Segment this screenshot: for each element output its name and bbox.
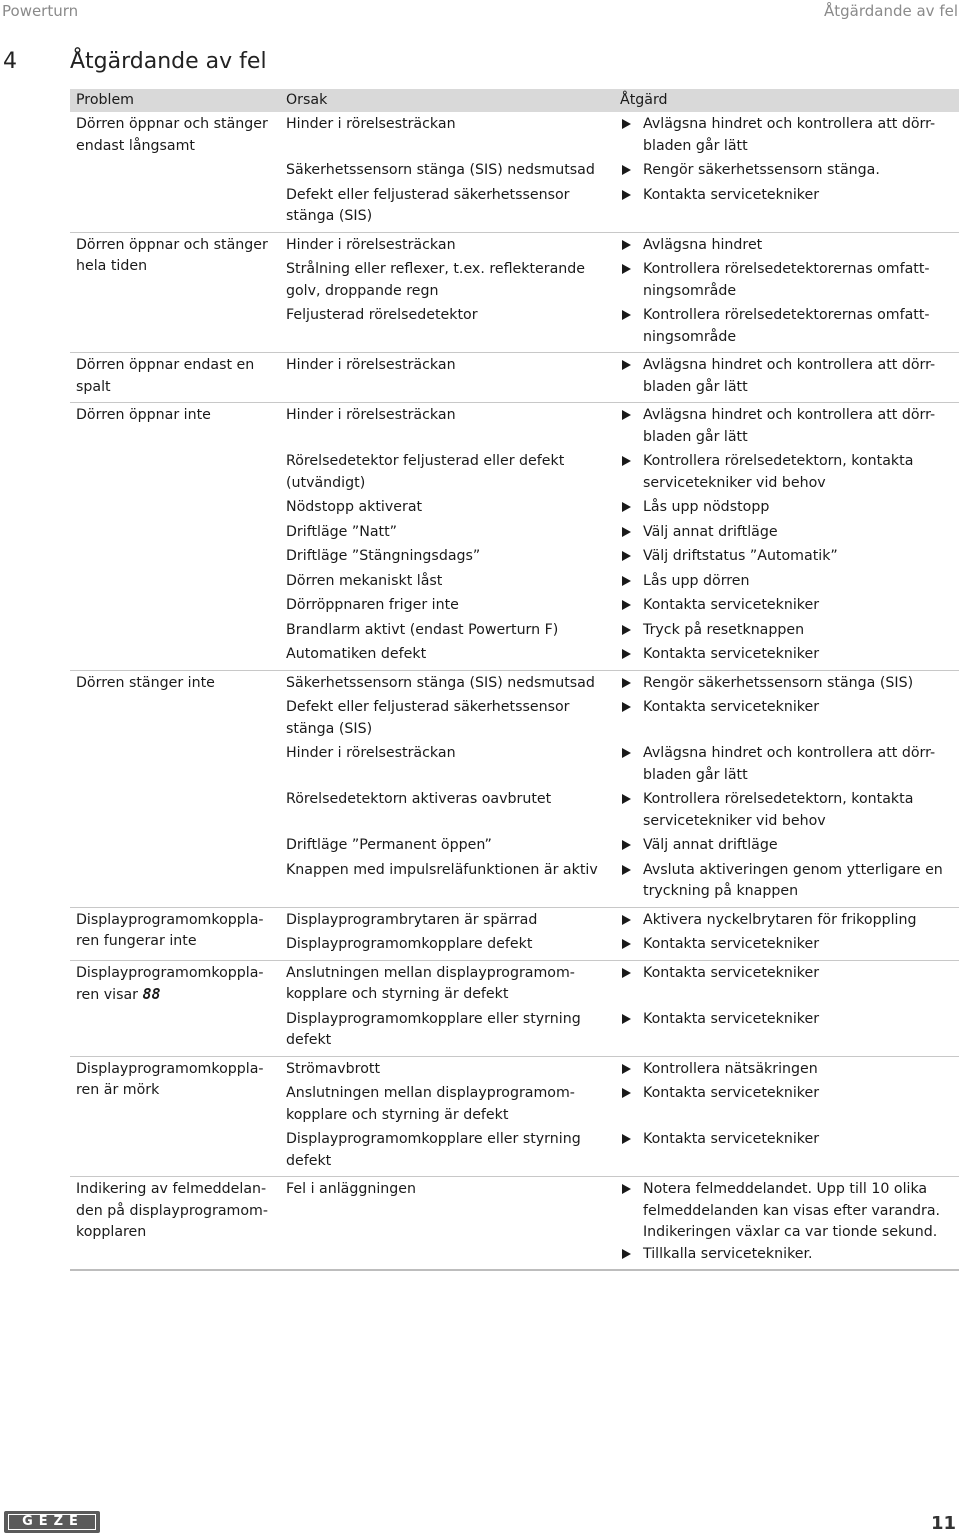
action-cell: [620, 697, 959, 740]
table-row: [286, 1083, 959, 1129]
bullet-arrow-icon: [620, 235, 643, 257]
table-row: [286, 860, 959, 906]
action-cell: [620, 835, 959, 857]
table-row: [286, 595, 959, 620]
page-header: [0, 0, 960, 24]
action-item: [620, 1009, 959, 1031]
action-text: Välj annat driftläge: [643, 523, 778, 540]
action-item: [620, 910, 959, 932]
cause-cell: Säkerhetssensorn stänga (SIS) nedsmutsad: [286, 162, 595, 178]
table-row: [286, 497, 959, 522]
action-text: Rengör säkerhetssensorn stänga.: [643, 162, 880, 178]
table-row: [286, 355, 959, 401]
bullet-arrow-icon: [620, 451, 643, 494]
problem-cell: [70, 235, 286, 352]
action-item: [620, 114, 959, 157]
bullet-arrow-icon: [620, 620, 643, 642]
action-text: Avlägsna hindret: [643, 236, 763, 253]
action-cell: [620, 789, 959, 832]
action-text: Kontrollera rörelsedetektorn, kontakta servicetekniker vid behov: [643, 791, 914, 829]
action-cell: [620, 743, 959, 786]
cause-cell: Rörelsedetektor feljusterad eller defekt (utvändigt): [286, 453, 565, 491]
table-row: [286, 620, 959, 645]
bullet-arrow-icon: [620, 697, 643, 719]
action-text: Kontrollera rörelsedetektorernas omfatt-ningsområde: [643, 307, 930, 345]
action-cell: [620, 185, 959, 228]
table-row: [286, 160, 959, 185]
action-text: Tryck på resetknappen: [643, 621, 805, 638]
action-item: [620, 697, 959, 719]
action-text: Notera felmeddelandet. Upp till 10 olika felmeddelanden kan visas efter varandra. Indikeringen växlar ca var tionde sekund.: [643, 1181, 941, 1240]
table-row: [286, 1009, 959, 1055]
table-row: [286, 963, 959, 1009]
action-cell: [620, 934, 959, 956]
section-number: 4: [3, 49, 17, 74]
action-item: [620, 451, 959, 494]
cause-cell: Hinder i rörelsesträckan: [286, 745, 456, 761]
header-cause: Orsak: [286, 92, 328, 108]
bullet-arrow-icon: [620, 1179, 643, 1244]
bullet-arrow-icon: [620, 305, 643, 348]
problem-text: Displayprogramomkoppla-ren visar: [76, 964, 264, 1003]
cause-cell: Anslutningen mellan displayprogramom-kopplare och styrning är defekt: [286, 964, 575, 1002]
action-item: [620, 1083, 959, 1105]
action-text: Kontrollera nätsäkringen: [643, 1060, 818, 1077]
action-text: Aktivera nyckelbrytaren för frikoppling: [643, 911, 917, 928]
action-cell: [620, 497, 959, 519]
action-cell: [620, 595, 959, 617]
table-row: [286, 259, 959, 305]
problem-group: [70, 233, 959, 354]
bullet-arrow-icon: [620, 963, 643, 985]
cause-cell: Displayprogramomkopplare defekt: [286, 936, 533, 952]
cause-cell: Driftläge ”Natt”: [286, 523, 398, 540]
action-item: [620, 522, 959, 544]
action-item: [620, 305, 959, 348]
action-item: [620, 571, 959, 593]
cause-cell: Hinder i rörelsesträckan: [286, 407, 456, 423]
bullet-arrow-icon: [620, 355, 643, 398]
cause-cell: Strömavbrott: [286, 1060, 381, 1077]
action-cell: [620, 405, 959, 448]
action-cell: [620, 522, 959, 544]
action-cell: [620, 355, 959, 398]
action-cell: [620, 571, 959, 593]
bullet-arrow-icon: [620, 1244, 643, 1266]
action-item: [620, 789, 959, 832]
bullet-arrow-icon: [620, 1129, 643, 1151]
action-cell: [620, 910, 959, 932]
problem-group: [70, 353, 959, 403]
table-row: [286, 1129, 959, 1175]
geze-logo: [4, 1511, 100, 1533]
section-title: Åtgärdande av fel: [70, 49, 267, 74]
action-item: [620, 405, 959, 448]
cause-cell: Displayprogrambrytaren är spärrad: [286, 911, 538, 928]
action-cell: [620, 963, 959, 1006]
action-cell: [620, 1059, 959, 1081]
action-cell: [620, 1083, 959, 1126]
table-row: [286, 546, 959, 571]
table-row: [286, 673, 959, 698]
table-row: [286, 571, 959, 596]
action-cell: [620, 1179, 959, 1265]
bullet-arrow-icon: [620, 405, 643, 448]
table-header: [70, 89, 959, 112]
cause-cell: Strålning eller reflexer, t.ex. reflekterande golv, droppande regn: [286, 261, 586, 299]
bullet-arrow-icon: [620, 497, 643, 519]
action-item: [620, 743, 959, 786]
cause-cell: Hinder i rörelsesträckan: [286, 116, 456, 132]
action-text: Avlägsna hindret och kontrollera att dörr-bladen går lätt: [643, 407, 936, 445]
action-item: [620, 595, 959, 617]
action-text: Kontakta servicetekniker: [643, 964, 820, 981]
action-item: [620, 355, 959, 398]
bullet-arrow-icon: [620, 114, 643, 157]
problem-group: [70, 1177, 959, 1271]
action-text: Avsluta aktiveringen genom ytterligare en tryckning på knappen: [643, 861, 943, 899]
cause-cell: Rörelsedetektorn aktiveras oavbrutet: [286, 791, 552, 807]
table-row: [286, 835, 959, 860]
table-row: [286, 185, 959, 231]
cause-cell: Driftläge ”Stängningsdags”: [286, 548, 481, 564]
table-row: [286, 1179, 959, 1268]
header-action: Åtgärd: [620, 92, 668, 108]
action-item: [620, 1129, 959, 1151]
cause-cell: Defekt eller feljusterad säkerhetssensor stänga (SIS): [286, 699, 570, 737]
segment-display-icon: 88: [142, 985, 161, 1003]
problem-cell: [70, 673, 286, 906]
problem-text: Dörren stänger inte: [76, 674, 215, 691]
action-text: Rengör säkerhetssensorn stänga (SIS): [643, 674, 914, 691]
action-text: Avlägsna hindret och kontrollera att dörr-bladen går lätt: [643, 357, 936, 395]
action-cell: [620, 305, 959, 348]
problem-text: Dörren öppnar och stänger endast långsamt: [76, 116, 268, 154]
action-item: [620, 963, 959, 985]
action-cell: [620, 259, 959, 302]
table-row: [286, 644, 959, 669]
table-row: [286, 114, 959, 160]
action-text: Kontakta servicetekniker: [643, 597, 820, 613]
problem-group: [70, 908, 959, 961]
bullet-arrow-icon: [620, 1059, 643, 1081]
problem-cell: [70, 114, 286, 231]
cause-cell: Anslutningen mellan displayprogramom-kopplare och styrning är defekt: [286, 1085, 575, 1123]
action-cell: [620, 451, 959, 494]
action-cell: [620, 620, 959, 642]
action-text: Kontrollera rörelsedetektorernas omfatt-ningsområde: [643, 261, 930, 299]
problem-group: [70, 961, 959, 1057]
cause-cell: Feljusterad rörelsedetektor: [286, 307, 478, 323]
action-cell: [620, 860, 959, 903]
action-item: [620, 835, 959, 857]
action-text: Avlägsna hindret och kontrollera att dörr-bladen går lätt: [643, 116, 936, 154]
bullet-arrow-icon: [620, 835, 643, 857]
cause-cell: Dörröppnaren friger inte: [286, 597, 459, 613]
table-row: [286, 789, 959, 835]
action-item: [620, 860, 959, 903]
cause-cell: Säkerhetssensorn stänga (SIS) nedsmutsad: [286, 674, 595, 691]
cause-cell: Hinder i rörelsesträckan: [286, 236, 456, 253]
problem-text: Indikering av felmeddelan-den på displayprogramom-kopplaren: [76, 1181, 269, 1240]
problem-cell: [70, 1179, 286, 1268]
table-row: [286, 910, 959, 935]
header-title: Powerturn: [2, 2, 79, 20]
bullet-arrow-icon: [620, 934, 643, 956]
cause-cell: Dörren mekaniskt låst: [286, 572, 443, 589]
problem-group: [70, 1057, 959, 1178]
problem-group: [70, 403, 959, 671]
action-item: [620, 934, 959, 956]
bullet-arrow-icon: [620, 522, 643, 544]
problem-group: [70, 112, 959, 233]
action-item: [620, 1244, 959, 1266]
action-item: [620, 1179, 959, 1244]
action-item: [620, 185, 959, 207]
problem-cell: [70, 910, 286, 959]
action-cell: [620, 644, 959, 666]
action-cell: [620, 1009, 959, 1052]
problem-text: Dörren öppnar endast en spalt: [76, 357, 255, 395]
bullet-arrow-icon: [620, 1083, 643, 1105]
action-text: Kontakta servicetekniker: [643, 699, 820, 715]
table-row: [286, 305, 959, 351]
problem-cell: [70, 405, 286, 669]
action-text: Kontakta servicetekniker: [643, 1131, 820, 1147]
table-row: [286, 522, 959, 547]
action-cell: [620, 114, 959, 157]
bullet-arrow-icon: [620, 673, 643, 695]
header-problem: Problem: [76, 92, 135, 108]
problem-text: Displayprogramomkoppla-ren fungerar inte: [76, 911, 264, 949]
table-body: [70, 112, 959, 1271]
cause-cell: Hinder i rörelsesträckan: [286, 357, 456, 373]
table-row: [286, 451, 959, 497]
problem-text: Dörren öppnar inte: [76, 407, 211, 423]
action-text: Lås upp dörren: [643, 572, 750, 589]
action-text: Välj driftstatus ”Automatik”: [643, 548, 838, 564]
action-text: Tillkalla servicetekniker.: [643, 1245, 813, 1262]
troubleshooting-table: [70, 89, 959, 1271]
action-text: Kontakta servicetekniker: [643, 1010, 820, 1027]
problem-text: Dörren öppnar och stänger hela tiden: [76, 236, 268, 274]
cause-cell: Displayprogramomkopplare eller styrning defekt: [286, 1010, 581, 1048]
bullet-arrow-icon: [620, 185, 643, 207]
action-cell: [620, 673, 959, 695]
cause-cell: Displayprogramomkopplare eller styrning defekt: [286, 1131, 581, 1169]
table-row: [286, 743, 959, 789]
bullet-arrow-icon: [620, 789, 643, 832]
action-item: [620, 497, 959, 519]
action-text: Avlägsna hindret och kontrollera att dörr-bladen går lätt: [643, 745, 936, 783]
action-cell: [620, 235, 959, 257]
bullet-arrow-icon: [620, 571, 643, 593]
action-item: [620, 620, 959, 642]
problem-cell: [70, 355, 286, 401]
bullet-arrow-icon: [620, 259, 643, 302]
bullet-arrow-icon: [620, 743, 643, 786]
bullet-arrow-icon: [620, 595, 643, 617]
action-item: [620, 546, 959, 568]
action-item: [620, 644, 959, 666]
action-cell: [620, 546, 959, 568]
cause-cell: Defekt eller feljusterad säkerhetssensor stänga (SIS): [286, 186, 570, 224]
table-row: [286, 405, 959, 451]
cause-cell: Driftläge ”Permanent öppen”: [286, 837, 492, 853]
action-item: [620, 160, 959, 182]
cause-cell: Fel i anläggningen: [286, 1181, 417, 1197]
problem-cell: [70, 963, 286, 1055]
logo-text: GEZE: [22, 1514, 84, 1529]
bullet-arrow-icon: [620, 860, 643, 903]
action-text: Kontakta servicetekniker: [643, 186, 820, 203]
bullet-arrow-icon: [620, 160, 643, 182]
table-row: [286, 697, 959, 743]
header-section: Åtgärdande av fel: [823, 2, 958, 20]
action-item: [620, 1059, 959, 1081]
cause-cell: Brandlarm aktivt (endast Powerturn F): [286, 621, 559, 638]
cause-cell: Automatiken defekt: [286, 646, 427, 662]
cause-cell: Knappen med impulsreläfunktionen är aktiv: [286, 861, 598, 878]
action-cell: [620, 160, 959, 182]
table-row: [286, 934, 959, 959]
action-text: Kontakta servicetekniker: [643, 1085, 820, 1101]
problem-cell: [70, 1059, 286, 1176]
problem-text: Displayprogramomkoppla-ren är mörk: [76, 1060, 264, 1098]
action-text: Kontakta servicetekniker: [643, 936, 820, 952]
action-cell: [620, 1129, 959, 1172]
table-row: [286, 235, 959, 260]
action-item: [620, 673, 959, 695]
page-number: 11: [930, 1513, 956, 1534]
bullet-arrow-icon: [620, 1009, 643, 1031]
bullet-arrow-icon: [620, 910, 643, 932]
action-text: Välj annat driftläge: [643, 837, 778, 853]
action-item: [620, 259, 959, 302]
bullet-arrow-icon: [620, 644, 643, 666]
action-text: Lås upp nödstopp: [643, 499, 770, 515]
action-text: Kontrollera rörelsedetektorn, kontakta servicetekniker vid behov: [643, 453, 914, 491]
cause-cell: Nödstopp aktiverat: [286, 499, 423, 515]
problem-group: [70, 671, 959, 908]
action-text: Kontakta servicetekniker: [643, 646, 820, 662]
bullet-arrow-icon: [620, 546, 643, 568]
table-row: [286, 1059, 959, 1084]
action-item: [620, 235, 959, 257]
